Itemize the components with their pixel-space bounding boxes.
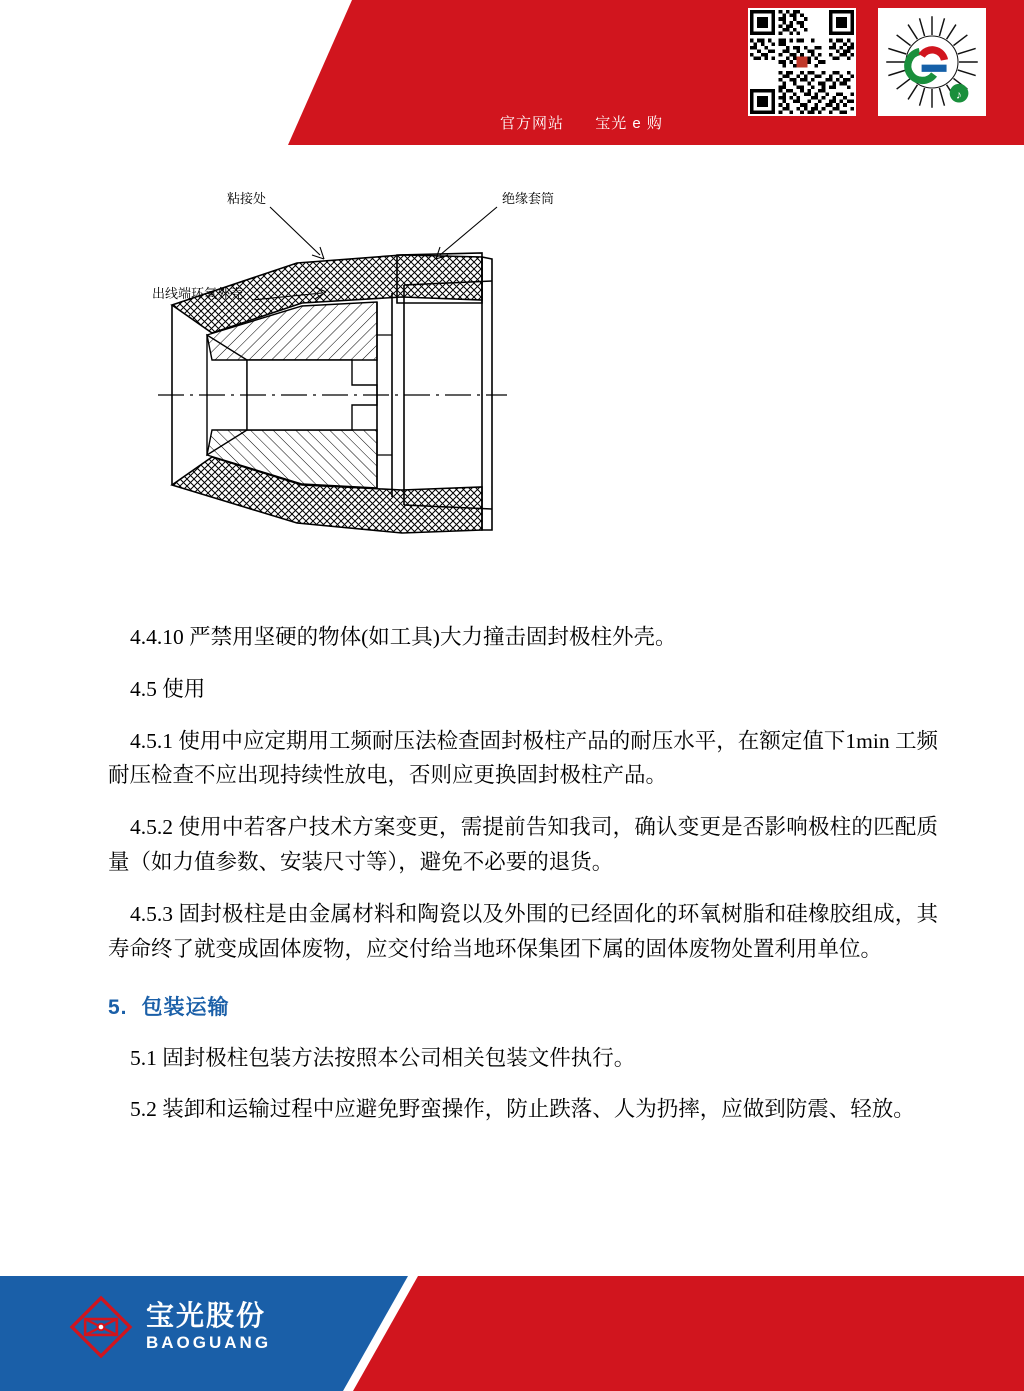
- page-footer: [0, 1276, 1024, 1391]
- header-links: [500, 112, 750, 133]
- qr-code-official-website-svg: [750, 10, 854, 114]
- footer-logo: [68, 1294, 271, 1360]
- qr-code-official-website: [748, 8, 856, 116]
- paragraph-4-4-10: 4.4.10 严禁用坚硬的物体(如工具)大力撞击固封极柱外壳。: [130, 625, 677, 649]
- qr-code-baoguang-eshop: [878, 8, 986, 116]
- footer-logo-text: [146, 1301, 271, 1352]
- figure-cross-section: [0, 185, 1024, 575]
- baoguang-logo-icon: [68, 1294, 134, 1360]
- footer-company-en: BAOGUANG: [146, 1333, 272, 1353]
- section-title: 包装运输: [141, 995, 230, 1019]
- section-number: 5.: [108, 995, 128, 1019]
- paragraph-4-5-1: 4.5.1 使用中应定期用工频耐压法检查固封极柱产品的耐压水平，在额定值下1min 工频耐压检查不应出现持续性放电，否则应更换固封极柱产品。: [108, 728, 938, 788]
- footer-company-cn: 宝光股份: [146, 1300, 267, 1332]
- figure-label-sleeve: 绝缘套筒: [502, 191, 555, 206]
- cross-section-diagram-embedded-pole: [152, 185, 872, 555]
- qr-code-baoguang-eshop-svg: [880, 10, 984, 114]
- paragraph-4-5-3: 4.5.3 固封极柱是由金属材料和陶瓷以及外围的已经固化的环氧树脂和硅橡胶组成，其寿命终了就变成固体废物，应交付给当地环保集团下属的固体废物处置利用单位。: [108, 901, 938, 961]
- paragraph-5-2: 5.2 装卸和运输过程中应避免野蛮操作，防止跌落、人为扔摔，应做到防震、轻放。: [130, 1097, 915, 1122]
- page-header: [0, 0, 1024, 145]
- paragraph-4-5: 4.5 使用: [130, 676, 206, 701]
- figure-label-epoxy: 出线端环氧外壳: [152, 286, 244, 301]
- header-label-eshop[interactable]: 宝光 e 购: [595, 115, 663, 132]
- svg-text:♪: ♪: [956, 89, 962, 102]
- paragraph-5-1: 5.1 固封极柱包装方法按照本公司相关包装文件执行。: [130, 1045, 636, 1070]
- header-label-website[interactable]: 官方网站: [500, 115, 565, 132]
- document-body: [108, 620, 938, 1144]
- figure-label-bond: 粘接处: [227, 191, 267, 206]
- paragraph-4-5-2: 4.5.2 使用中若客户技术方案变更，需提前告知我司，确认变更是否影响极柱的匹配质量（如力值参数、安装尺寸等），避免不必要的退货。: [108, 815, 938, 875]
- section-heading-packaging-transport: [108, 991, 938, 1025]
